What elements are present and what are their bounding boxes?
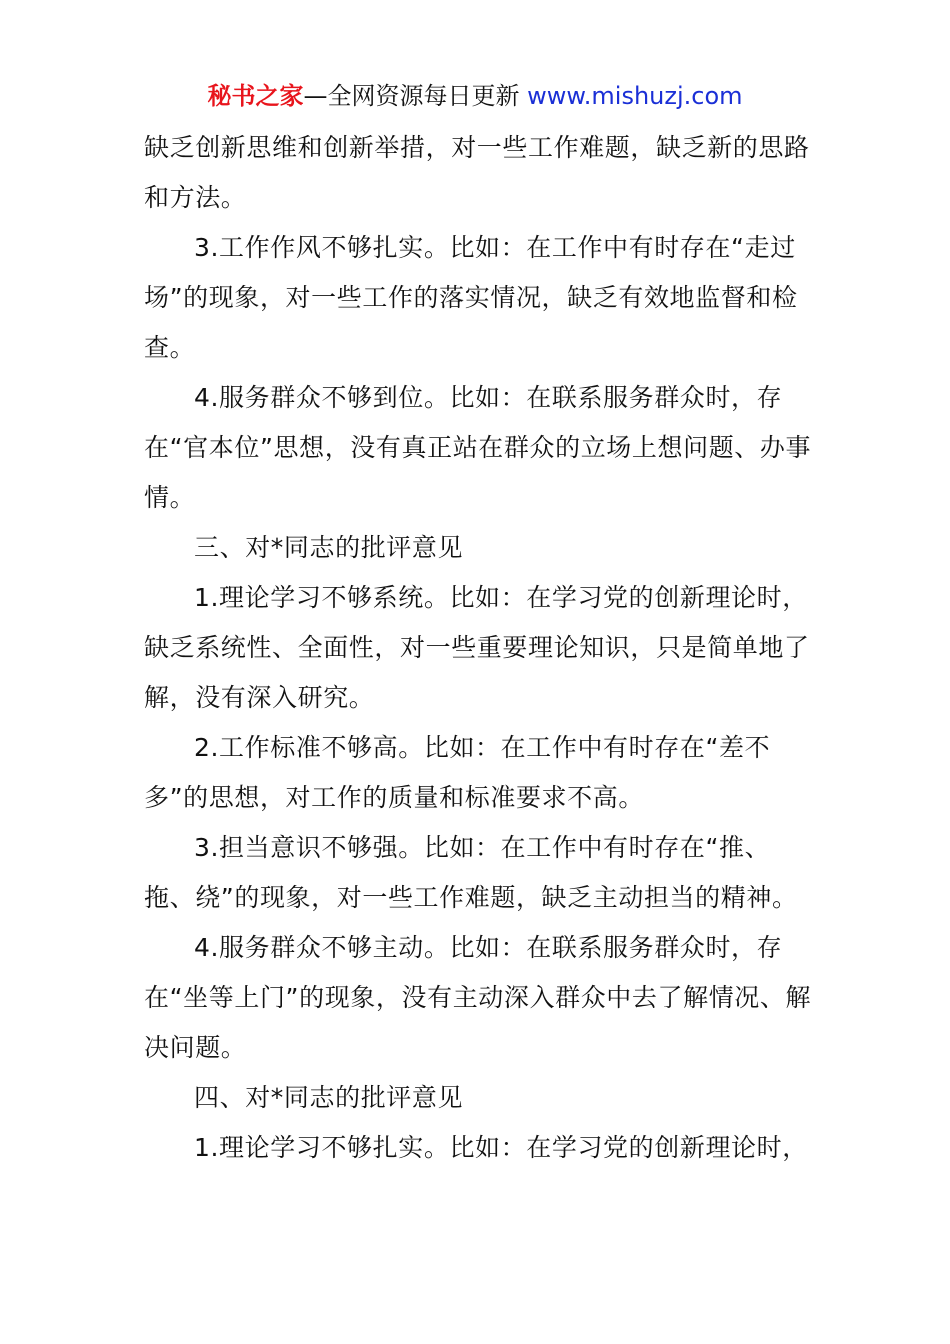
section-heading-three: 三、对*同志的批评意见 xyxy=(194,533,464,562)
paragraph-item-3-responsibility: 3.担当意识不够强。比如：在工作中有时存在“推、拖、绕”的现象，对一些工作难题，缺乏主动担当的精神。 xyxy=(144,833,798,912)
paragraph-item-2-work-standard: 2.工作标准不够高。比如：在工作中有时存在“差不多”的思想，对工作的质量和标准要求不高。 xyxy=(144,733,771,812)
paragraph-continuation: 缺乏创新思维和创新举措，对一些工作难题，缺乏新的思路和方法。 xyxy=(144,133,810,212)
site-brand: 秘书之家 xyxy=(207,82,304,110)
document-body xyxy=(144,123,814,1173)
paragraph-item-1-theory-solid: 1.理论学习不够扎实。比如：在学习党的创新理论时， xyxy=(194,1133,808,1162)
paragraph-item-4-proactive-service: 4.服务群众不够主动。比如：在联系服务群众时，存在“坐等上门”的现象，没有主动深入群众中去了解情况、解决问题。 xyxy=(144,933,812,1062)
paragraph-item-3-work-style: 3.工作作风不够扎实。比如：在工作中有时存在“走过场”的现象，对一些工作的落实情况，缺乏有效地监督和检查。 xyxy=(144,233,798,362)
site-header xyxy=(0,80,950,112)
section-heading-four: 四、对*同志的批评意见 xyxy=(194,1083,464,1112)
site-url-link[interactable]: www.mishuzj.com xyxy=(527,82,743,110)
paragraph-item-4-serve-masses: 4.服务群众不够到位。比如：在联系服务群众时，存在“官本位”思想，没有真正站在群众的立场上想问题、办事情。 xyxy=(144,383,812,512)
site-tagline: —全网资源每日更新 xyxy=(303,82,528,110)
paragraph-item-1-theory-study: 1.理论学习不够系统。比如：在学习党的创新理论时，缺乏系统性、全面性，对一些重要理论知识，只是简单地了解，没有深入研究。 xyxy=(144,583,810,712)
